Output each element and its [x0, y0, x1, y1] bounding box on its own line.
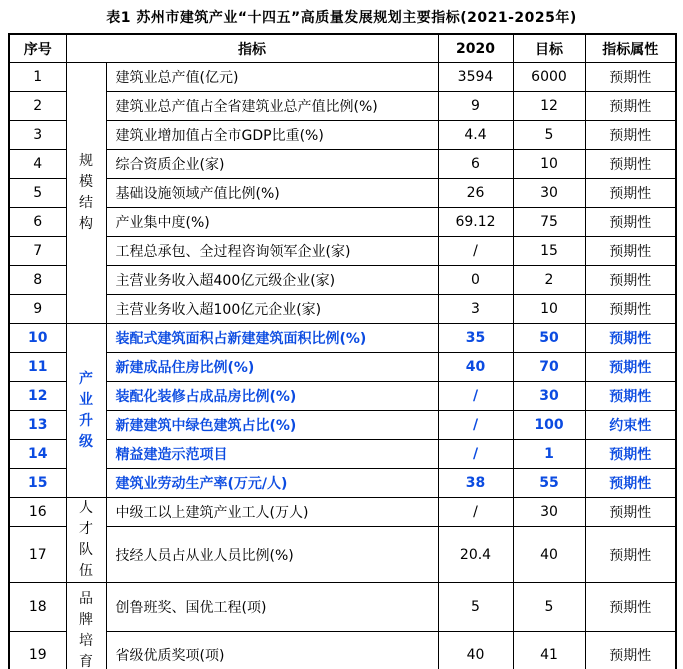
attr-cell: 预期性	[585, 382, 676, 411]
target-cell: 50	[513, 324, 585, 353]
attr-cell: 预期性	[585, 632, 676, 669]
table-row	[9, 266, 676, 295]
table-row	[9, 92, 676, 121]
row-number-cell: 12	[9, 382, 66, 411]
table-row	[9, 382, 676, 411]
indicator-cell: 工程总承包、全过程咨询领军企业(家)	[106, 237, 438, 266]
row-number-cell: 2	[9, 92, 66, 121]
attr-cell: 预期性	[585, 527, 676, 583]
indicators-table	[8, 33, 677, 669]
group-cell	[66, 63, 106, 324]
indicator-cell: 新建成品住房比例(%)	[106, 353, 438, 382]
target-cell: 5	[513, 121, 585, 150]
table-row	[9, 469, 676, 498]
target-cell: 41	[513, 632, 585, 669]
table-row	[9, 295, 676, 324]
target-cell: 1	[513, 440, 585, 469]
indicator-cell: 装配式建筑面积占新建建筑面积比例(%)	[106, 324, 438, 353]
value-2020-cell: 9	[438, 92, 513, 121]
table-row	[9, 353, 676, 382]
attr-cell: 预期性	[585, 121, 676, 150]
value-2020-cell: 38	[438, 469, 513, 498]
attr-cell: 预期性	[585, 266, 676, 295]
target-cell: 12	[513, 92, 585, 121]
indicator-cell: 创鲁班奖、国优工程(项)	[106, 583, 438, 632]
target-cell: 5	[513, 583, 585, 632]
indicator-cell: 建筑业总产值占全省建筑业总产值比例(%)	[106, 92, 438, 121]
group-cell	[66, 498, 106, 583]
indicator-cell: 主营业务收入超100亿元企业(家)	[106, 295, 438, 324]
attr-cell: 预期性	[585, 469, 676, 498]
header-row	[9, 34, 676, 63]
group-cell	[66, 583, 106, 669]
value-2020-cell: 3594	[438, 63, 513, 92]
attr-cell: 预期性	[585, 208, 676, 237]
attr-cell: 预期性	[585, 440, 676, 469]
row-number-cell: 18	[9, 583, 66, 632]
indicator-cell: 新建建筑中绿色建筑占比(%)	[106, 411, 438, 440]
indicator-cell: 中级工以上建筑产业工人(万人)	[106, 498, 438, 527]
target-cell: 10	[513, 150, 585, 179]
table-row	[9, 63, 676, 92]
row-number-cell: 11	[9, 353, 66, 382]
target-cell: 40	[513, 527, 585, 583]
group-label: 品牌培育	[79, 590, 93, 669]
table-row	[9, 324, 676, 353]
indicator-cell: 建筑业劳动生产率(万元/人)	[106, 469, 438, 498]
row-number-cell: 4	[9, 150, 66, 179]
attr-cell: 预期性	[585, 179, 676, 208]
target-cell: 55	[513, 469, 585, 498]
row-number-cell: 19	[9, 632, 66, 669]
attr-cell: 预期性	[585, 498, 676, 527]
table-row	[9, 150, 676, 179]
indicator-cell: 综合资质企业(家)	[106, 150, 438, 179]
indicator-cell: 建筑业增加值占全市GDP比重(%)	[106, 121, 438, 150]
table-row	[9, 498, 676, 527]
value-2020-cell: 40	[438, 353, 513, 382]
table-row	[9, 440, 676, 469]
attr-cell: 预期性	[585, 583, 676, 632]
value-2020-cell: 5	[438, 583, 513, 632]
row-number-cell: 10	[9, 324, 66, 353]
target-cell: 10	[513, 295, 585, 324]
target-cell: 15	[513, 237, 585, 266]
target-cell: 6000	[513, 63, 585, 92]
attr-cell: 预期性	[585, 324, 676, 353]
table-body	[9, 63, 676, 669]
value-2020-cell: /	[438, 498, 513, 527]
group-label: 规模结构	[79, 153, 93, 232]
value-2020-cell: /	[438, 382, 513, 411]
attr-cell: 预期性	[585, 237, 676, 266]
value-2020-cell: 6	[438, 150, 513, 179]
row-number-cell: 5	[9, 179, 66, 208]
table-title: 表1 苏州市建筑产业“十四五”高质量发展规划主要指标(2021-2025年)	[106, 10, 577, 26]
table-row	[9, 179, 676, 208]
row-number-cell: 15	[9, 469, 66, 498]
header-attr: 指标属性	[585, 34, 676, 63]
value-2020-cell: 69.12	[438, 208, 513, 237]
target-cell: 2	[513, 266, 585, 295]
attr-cell: 预期性	[585, 353, 676, 382]
value-2020-cell: 0	[438, 266, 513, 295]
table-row	[9, 208, 676, 237]
indicator-cell: 精益建造示范项目	[106, 440, 438, 469]
attr-cell: 预期性	[585, 150, 676, 179]
attr-cell: 预期性	[585, 63, 676, 92]
table-row	[9, 411, 676, 440]
row-number-cell: 16	[9, 498, 66, 527]
row-number-cell: 9	[9, 295, 66, 324]
target-cell: 70	[513, 353, 585, 382]
table-header	[9, 34, 676, 63]
value-2020-cell: 35	[438, 324, 513, 353]
table-row	[9, 527, 676, 583]
indicator-cell: 主营业务收入超400亿元级企业(家)	[106, 266, 438, 295]
value-2020-cell: 3	[438, 295, 513, 324]
value-2020-cell: /	[438, 411, 513, 440]
row-number-cell: 13	[9, 411, 66, 440]
group-cell	[66, 324, 106, 498]
group-label: 产业升级	[79, 370, 93, 450]
target-cell: 75	[513, 208, 585, 237]
target-cell: 30	[513, 179, 585, 208]
value-2020-cell: /	[438, 440, 513, 469]
row-number-cell: 14	[9, 440, 66, 469]
target-cell: 30	[513, 498, 585, 527]
table-row	[9, 583, 676, 632]
row-number-cell: 8	[9, 266, 66, 295]
header-target: 目标	[513, 34, 585, 63]
value-2020-cell: 40	[438, 632, 513, 669]
table-row	[9, 632, 676, 669]
header-indicator: 指标	[66, 34, 438, 63]
indicator-cell: 基础设施领域产值比例(%)	[106, 179, 438, 208]
attr-cell: 预期性	[585, 92, 676, 121]
indicator-cell: 装配化装修占成品房比例(%)	[106, 382, 438, 411]
row-number-cell: 1	[9, 63, 66, 92]
row-number-cell: 17	[9, 527, 66, 583]
row-number-cell: 7	[9, 237, 66, 266]
row-number-cell: 3	[9, 121, 66, 150]
header-2020: 2020	[438, 34, 513, 63]
value-2020-cell: 20.4	[438, 527, 513, 583]
group-label: 人才队伍	[79, 500, 93, 579]
value-2020-cell: /	[438, 237, 513, 266]
value-2020-cell: 26	[438, 179, 513, 208]
header-no: 序号	[9, 34, 66, 63]
table-row	[9, 121, 676, 150]
attr-cell: 约束性	[585, 411, 676, 440]
indicator-cell: 建筑业总产值(亿元)	[106, 63, 438, 92]
attr-cell: 预期性	[585, 295, 676, 324]
value-2020-cell: 4.4	[438, 121, 513, 150]
row-number-cell: 6	[9, 208, 66, 237]
target-cell: 30	[513, 382, 585, 411]
table-row	[9, 237, 676, 266]
indicator-cell: 省级优质奖项(项)	[106, 632, 438, 669]
indicator-cell: 技经人员占从业人员比例(%)	[106, 527, 438, 583]
indicator-cell: 产业集中度(%)	[106, 208, 438, 237]
target-cell: 100	[513, 411, 585, 440]
